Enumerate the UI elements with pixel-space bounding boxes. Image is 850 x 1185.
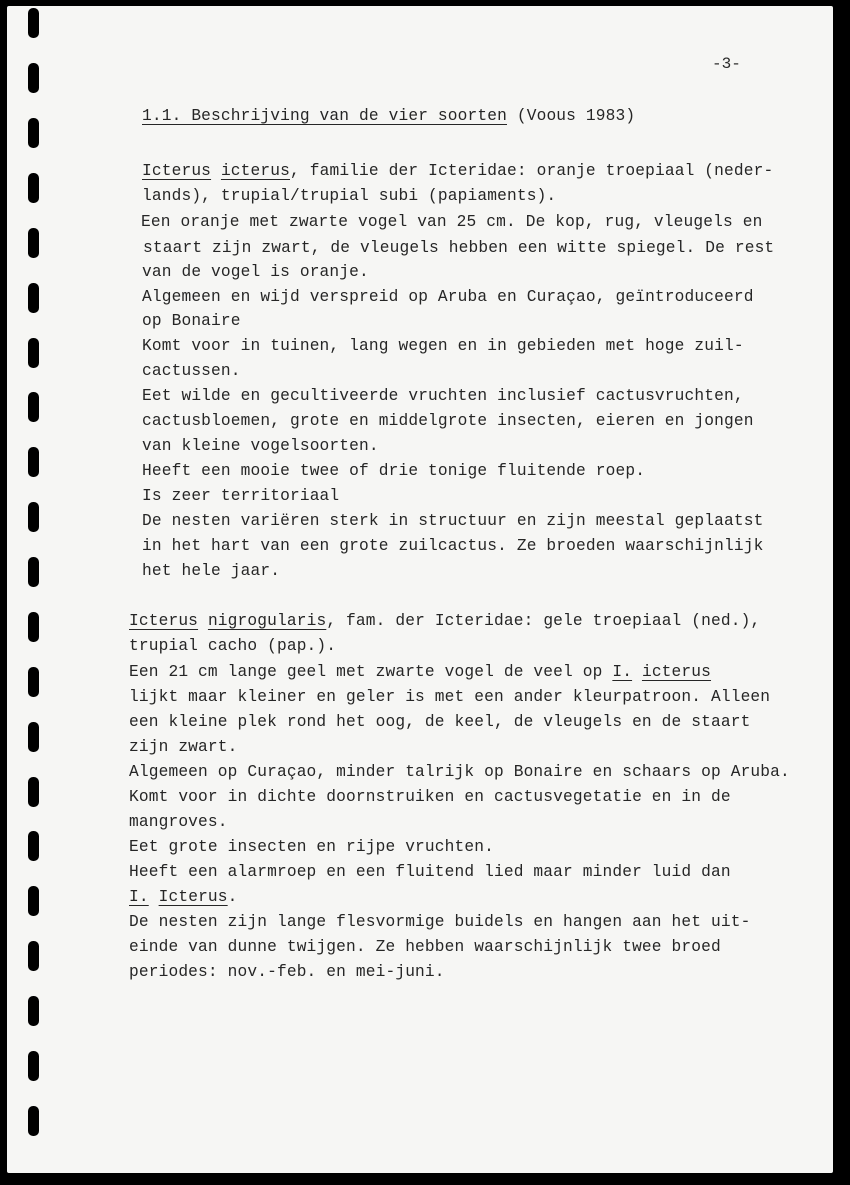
binder-hole: [28, 996, 39, 1026]
binder-holes: [7, 6, 47, 1173]
binder-hole: [28, 502, 39, 532]
reference-species: Icterus: [158, 888, 228, 906]
binder-hole: [28, 118, 39, 148]
text-line: Een oranje met zwarte vogel van 25 cm. De kop, rug, vleugels en: [141, 213, 763, 231]
species-title-line: [129, 612, 760, 630]
text-line: Komt voor in tuinen, lang wegen en in gebieden met hoge zuil-: [142, 337, 744, 355]
text-line: het hele jaar.: [142, 562, 281, 580]
text-line: De nesten variëren sterk in structuur en zijn meestal geplaatst: [142, 512, 764, 530]
binder-hole: [28, 8, 39, 38]
text-line: Is zeer territoriaal: [142, 487, 340, 505]
text-line: mangroves.: [129, 813, 228, 831]
binder-hole: [28, 667, 39, 697]
species-block-icterus: [141, 162, 775, 580]
text-line: staart zijn zwart, de vleugels hebben een witte spiegel. De rest: [143, 239, 775, 257]
binder-hole: [28, 283, 39, 313]
genus-name: Icterus: [142, 162, 212, 180]
section-heading: [142, 107, 635, 125]
binder-hole: [28, 338, 39, 368]
binder-hole: [28, 63, 39, 93]
text-line: periodes: nov.-feb. en mei-juni.: [129, 963, 445, 981]
text-line: cactussen.: [142, 362, 241, 380]
page-number: -3-: [712, 55, 741, 73]
binder-hole: [28, 392, 39, 422]
binder-hole: [28, 173, 39, 203]
reference-genus: I.: [129, 888, 149, 906]
text-line: einde van dunne twijgen. Ze hebben waarschijnlijk twee broed: [129, 938, 721, 956]
text-line: lands), trupial/trupial subi (papiaments).: [142, 187, 557, 205]
species-title-line: [142, 162, 773, 180]
text-line: zijn zwart.: [129, 738, 238, 756]
species-name: nigrogularis: [207, 612, 327, 630]
reference-species: icterus: [641, 663, 712, 681]
binder-hole: [28, 1106, 39, 1136]
text-line: De nesten zijn lange flesvormige buidels en hangen aan het uit-: [129, 913, 751, 931]
text-span: Een 21 cm lange geel met zwarte vogel de veel op: [129, 663, 613, 681]
text-line: Heeft een mooie twee of drie tonige fluitende roep.: [142, 462, 646, 480]
text-line: Algemeen en wijd verspreid op Aruba en Curaçao, geïntroduceerd: [142, 288, 754, 306]
species-title-rest: , fam. der Icteridae: gele troepiaal (ned.),: [326, 612, 761, 630]
text-line: Heeft een alarmroep en een fluitend lied maar minder luid dan: [129, 863, 731, 881]
binder-hole: [28, 831, 39, 861]
text-line: in het hart van een grote zuilcactus. Ze broeden waarschijnlijk: [142, 537, 764, 555]
text-line: van de vogel is oranje.: [142, 263, 369, 281]
binder-hole: [28, 612, 39, 642]
species-block-nigrogularis: [129, 612, 790, 981]
binder-hole: [28, 1051, 39, 1081]
species-title-rest: , familie der Icteridae: oranje troepiaal (neder-: [290, 162, 774, 180]
species-name: icterus: [220, 162, 290, 180]
text-line: Eet wilde en gecultiveerde vruchten inclusief cactusvruchten,: [142, 387, 744, 405]
text-line: [129, 663, 711, 681]
text-span: .: [227, 888, 238, 906]
text-line: op Bonaire: [142, 312, 241, 330]
binder-hole: [28, 228, 39, 258]
text-line: trupial cacho (pap.).: [129, 637, 337, 655]
binder-hole: [28, 722, 39, 752]
text-line: Eet grote insecten en rijpe vruchten.: [129, 838, 494, 856]
binder-hole: [28, 557, 39, 587]
text-line: een kleine plek rond het oog, de keel, de vleugels en de staart: [129, 713, 751, 731]
heading-title: 1.1. Beschrijving van de vier soorten: [142, 107, 507, 125]
reference-genus: I.: [612, 663, 633, 681]
binder-hole: [28, 777, 39, 807]
text-line: Algemeen op Curaçao, minder talrijk op Bonaire en schaars op Aruba.: [129, 763, 790, 781]
heading-citation: (Voous 1983): [506, 107, 636, 125]
binder-hole: [28, 941, 39, 971]
text-line: van kleine vogelsoorten.: [142, 437, 379, 455]
binder-hole: [28, 447, 39, 477]
document-page: [7, 6, 833, 1173]
text-line: [129, 888, 238, 906]
genus-name: Icterus: [129, 612, 199, 630]
text-line: lijkt maar kleiner en geler is met een ander kleurpatroon. Alleen: [129, 688, 771, 706]
text-line: Komt voor in dichte doornstruiken en cactusvegetatie en in de: [129, 788, 731, 806]
text-line: cactusbloemen, grote en middelgrote insecten, eieren en jongen: [142, 412, 754, 430]
binder-hole: [28, 886, 39, 916]
